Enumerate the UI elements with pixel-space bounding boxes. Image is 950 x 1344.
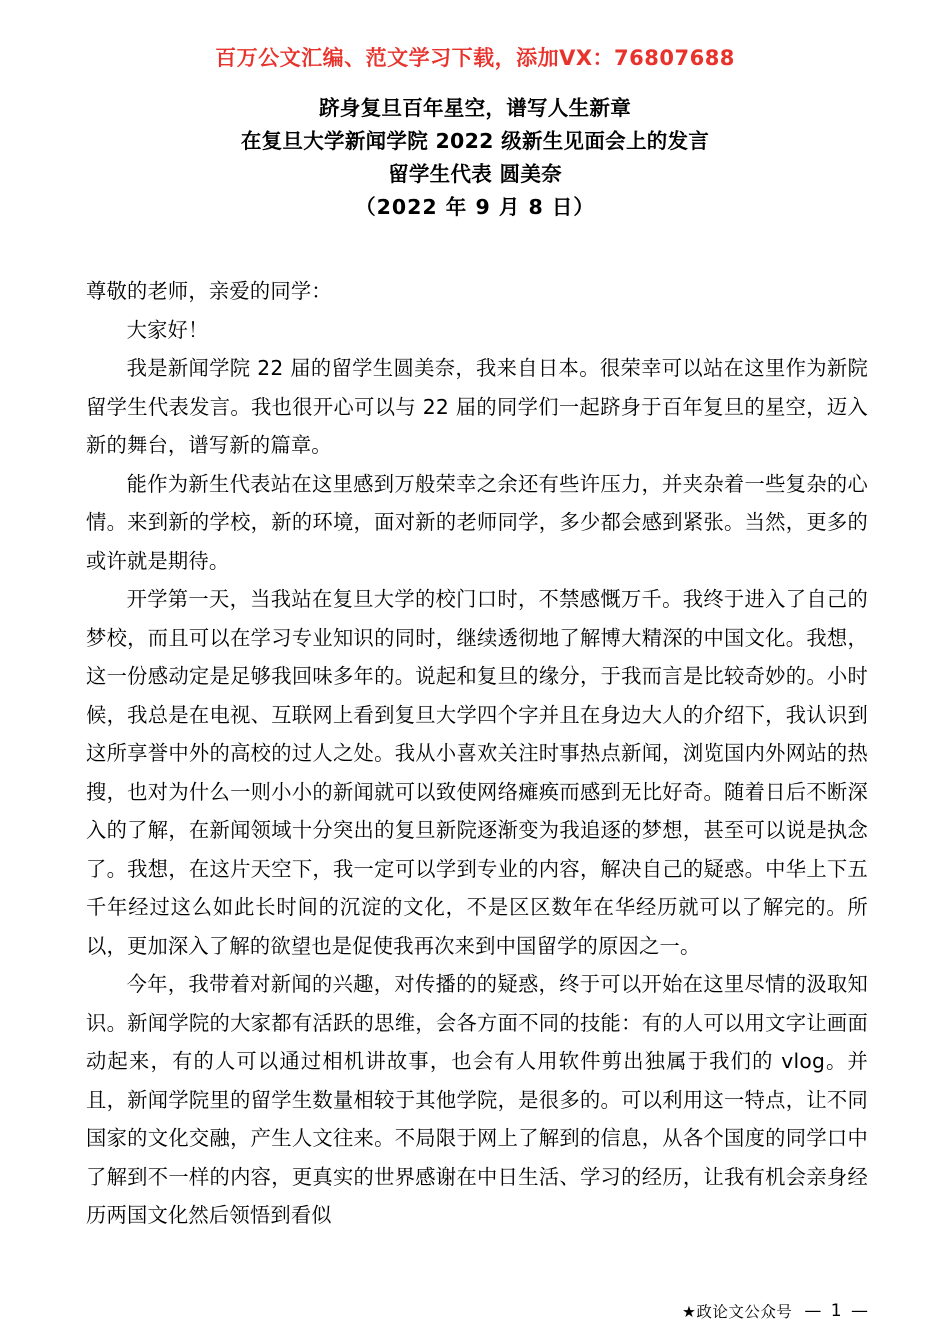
paragraph-greeting: 大家好！ <box>126 317 209 342</box>
paragraph-1: 我是新闻学院 22 届的留学生圆美奈，我来自日本。很荣幸可以站在这里作为新院留学生代表发言。我也很开心可以与 22 届的同学们一起跻身于百年复旦的星空，迈入新的舞台，谱写新的篇章。 <box>86 356 868 457</box>
paragraph-4: 今年，我带着对新闻的兴趣，对传播的的疑惑，终于可以开始在这里尽情的汲取知识。新闻学院的大家都有活跃的思维，会各方面不同的技能：有的人可以用文字让画面动起来，有的人可以通过相机讲故事，也会有人用软件剪出独属于我们的 vlog。并且，新闻学院里的留学生数量相较于其他学院，是很多的。可以利用这一特点，让不同国家的文化交融，产生人文往来。不局限于网上了解到的信息，从各个国度的同学口中了解到不一样的内容，更真实的世界感谢在中日生活、学习的经历，让我有机会亲身经历两国文化然后领悟到看似 <box>86 972 868 1227</box>
paragraph-2: 能作为新生代表站在这里感到万般荣幸之余还有些许压力，并夹杂着一些复杂的心情。来到新的学校，新的环境，面对新的老师同学，多少都会感到紧张。当然，更多的或许就是期待。 <box>86 471 868 573</box>
footer-mark: ★政论文公众号 <box>681 1303 793 1321</box>
paragraph-3: 开学第一天，当我站在复旦大学的校门口时，不禁感慨万千。我终于进入了自己的梦校，而且可以在学习专业知识的同时，继续透彻地了解博大精深的中国文化。我想，这一份感动定是足够我回味多年的。说起和复旦的缘分，于我而言是比较奇妙的。小时候，我总是在电视、互联网上看到复旦大学四个字并且在身边大人的介绍下，我认识到这所享誉中外的高校的过人之处。我从小喜欢关注时事热点新闻，浏览国内外网站的热搜，也对为什么一则小小的新闻就可以致使网络瘫痪而感到无比好奇。随着日后不断深入的了解，在新闻领域十分突出的复旦新院逐渐变为我追逐的梦想，甚至可以说是执念了。我想，在这片天空下，我一定可以学到专业的内容，解决自己的疑惑。中华上下五千年经过这么如此长时间的沉淀的文化，不是区区数年在华经历就可以了解完的。所以，更加深入了解的欲望也是促使我再次来到中国留学的原因之一。 <box>86 587 868 958</box>
title-line-main: 跻身复旦百年星空，谱写人生新章 <box>319 96 631 120</box>
watermark-text: 百万公文汇编、范文学习下载，添加VX：76807688 <box>215 46 735 70</box>
document-body <box>86 272 868 1235</box>
paragraph-salutation: 尊敬的老师，亲爱的同学： <box>86 279 332 303</box>
document-title-block <box>0 92 950 224</box>
title-line-speaker: 留学生代表 圆美奈 <box>388 162 562 186</box>
title-line-occasion: 在复旦大学新闻学院 2022 级新生见面会上的发言 <box>240 129 710 153</box>
page-footer <box>682 1300 870 1322</box>
page-number: — 1 — <box>804 1301 870 1321</box>
title-line-date: （2022 年 9 月 8 日） <box>355 195 595 219</box>
